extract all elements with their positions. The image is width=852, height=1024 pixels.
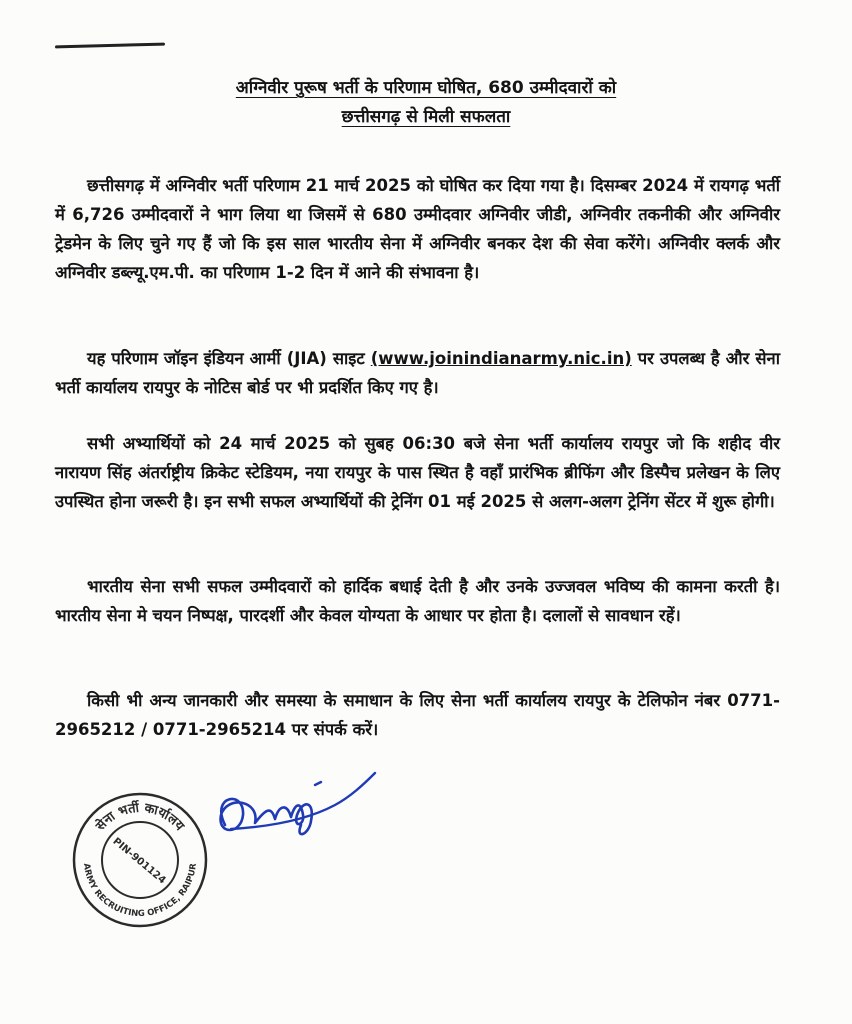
jia-url-link[interactable]: (www.joinindianarmy.nic.in)	[370, 349, 632, 368]
paragraph-contact: किसी भी अन्य जानकारी और समस्या के समाधान के लिए सेना भर्ती कार्यालय रायपुर के टेलिफोन नंबर 0771-2965212 / 0771-2965214 पर संपर्क करें।	[55, 691, 780, 739]
paragraph-results: छत्तीसगढ़ में अग्निवीर भर्ती परिणाम 21 मार्च 2025 को घोषित कर दिया गया है। दिसम्बर 2024 में रायगढ़ भर्ती में 6,726 उम्मीदवारों ने भाग लिया था जिसमें से 680 उम्मीदवार अग्निवीर जीडी, अग्निवीर तकनीकी और अग्निवीर ट्रेडमेन के लिए चुने गए हैं जो कि इस साल भारतीय सेना में अग्निवीर बनकर देश की सेवा करेंगे। अग्निवीर क्लर्क और अग्निवीर डब्ल्यू.एम.पी. का परिणाम 1-2 दिन में आने की संभावना है।	[55, 176, 780, 282]
signature	[205, 755, 385, 865]
paragraph-reporting: सभी अभ्यार्थियों को 24 मार्च 2025 को सुबह 06:30 बजे सेना भर्ती कार्यालय रायपुर जो कि शहीद वीर नारायण सिंह अंतर्राष्ट्रीय क्रिकेट स्टेडियम, नया रायपुर के पास स्थित है वहाँ प्रारंभिक ब्रीफिंग और डिस्पैच प्रलेखन के लिए उपस्थित होना जरूरी है। इन सभी सफल अभ्यार्थियों की ट्रेनिंग 01 मई 2025 से अलग-अलग ट्रेनिंग सेंटर में शुरू होगी।	[55, 434, 780, 511]
jia-text-after: पर उपलब्ध है और सेना भर्ती कार्यालय रायपुर के नोटिस बोर्ड पर भी प्रदर्शित किए गए है।	[55, 349, 780, 397]
jia-text-before: यह परिणाम जॉइन इंडियन आर्मी (JIA) साइट	[87, 349, 371, 368]
paragraph-jia-site	[55, 344, 780, 402]
stamp-bottom-text: ARMY RECRUITING OFFICE, RAIPUR	[81, 862, 199, 920]
document-title-line2: छत्तीसगढ़ से मिली सफलता	[341, 107, 511, 127]
official-stamp	[70, 790, 210, 930]
stamp-pin: PIN-901124	[110, 835, 168, 887]
stamp-top-text: सेना भर्ती कार्यालय	[93, 800, 187, 834]
scan-mark	[55, 43, 165, 49]
document-title-line1: अग्निवीर पुरूष भर्ती के परिणाम घोषित, 680 उम्मीदवारों को	[235, 78, 617, 98]
paragraph-congratulations: भारतीय सेना सभी सफल उम्मीदवारों को हार्दिक बधाई देती है और उनके उज्जवल भविष्य की कामना करती है। भारतीय सेना मे चयन निष्पक्ष, पारदर्शी और केवल योग्यता के आधार पर होता है। दलालों से सावधान रहें।	[55, 577, 780, 625]
